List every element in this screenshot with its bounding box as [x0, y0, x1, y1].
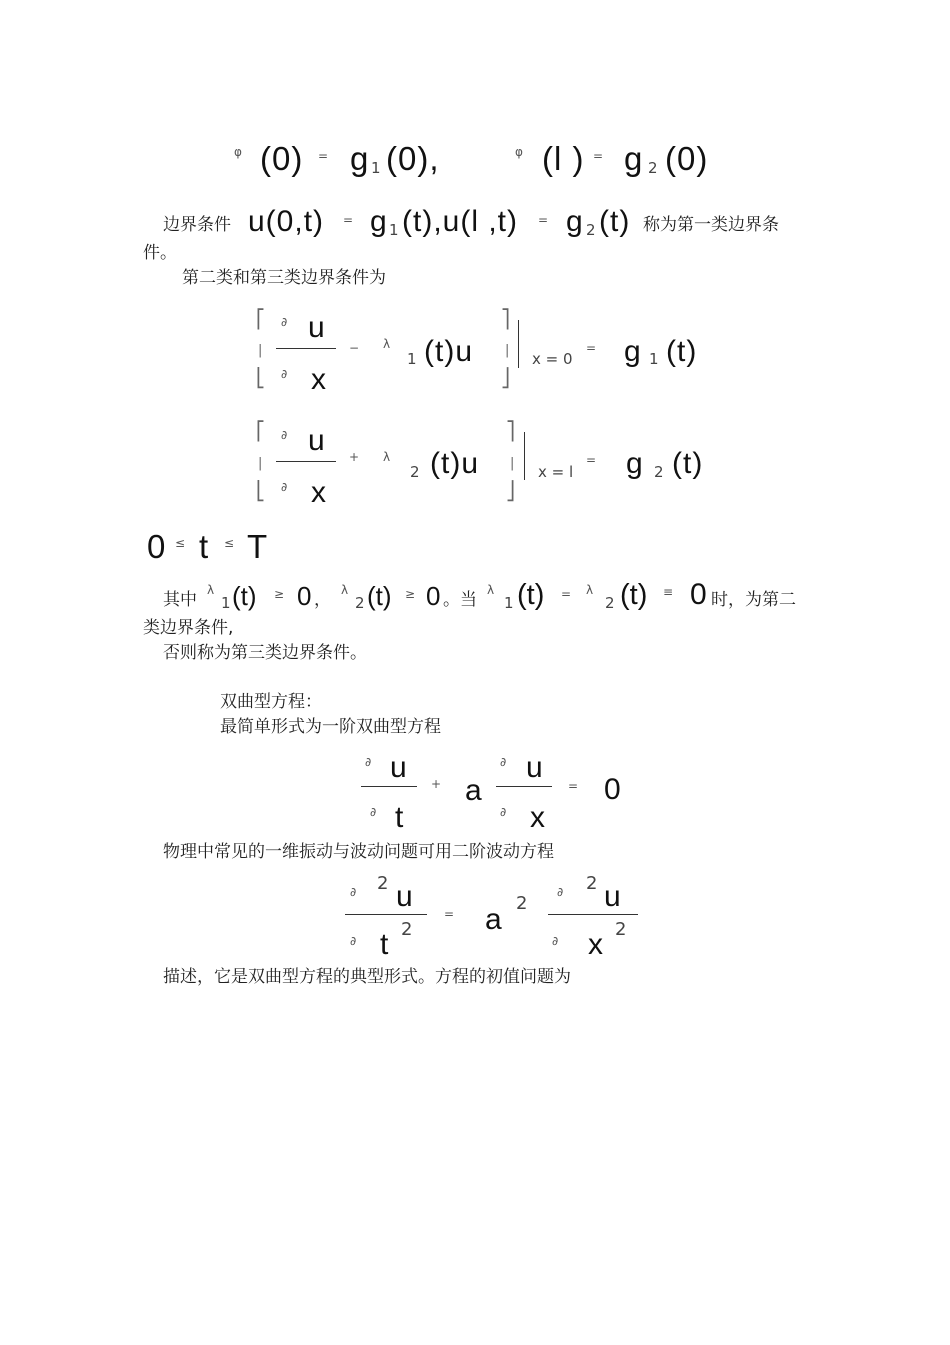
eq-term: 0 [604, 773, 622, 806]
eq-term: a [485, 903, 503, 936]
paragraph-first-order: 最简单形式为一阶双曲型方程 [220, 717, 441, 737]
bracket-right-top: ⎤ [506, 421, 515, 442]
fraction-bar [361, 786, 417, 787]
text: 件。 [143, 243, 177, 263]
eq-term: (t)u [430, 447, 479, 480]
numerator: u [526, 751, 544, 784]
eq-term: g [624, 335, 642, 368]
section-heading: 双曲型方程： [220, 692, 322, 712]
superscript: 2 [401, 919, 413, 940]
eq-term: (t) [232, 581, 257, 611]
eq-term: 0 [297, 581, 312, 611]
eq-term: g [624, 140, 644, 177]
partial-symbol: ∂ [350, 885, 357, 899]
lambda-symbol: λ [207, 583, 215, 597]
equals-sign: = [586, 341, 597, 355]
denominator: x [311, 476, 327, 509]
subscript: 2 [410, 463, 420, 481]
bracket-right-mid: | [505, 343, 510, 358]
denominator: t [380, 928, 390, 961]
superscript: 2 [377, 873, 389, 894]
lambda-symbol: λ [383, 337, 391, 351]
lambda-symbol: λ [383, 450, 391, 464]
subscript: 2 [355, 594, 365, 612]
numerator: u [390, 751, 408, 784]
text: 称为第一类边界条 [643, 215, 779, 235]
partial-symbol: ∂ [281, 480, 288, 494]
denominator: x [311, 363, 327, 396]
bracket-left-mid: | [258, 343, 263, 358]
partial-symbol: ∂ [500, 755, 507, 769]
eq-term: 0 [147, 528, 167, 565]
eq-term: t [199, 528, 210, 565]
equiv-sign: ≡ [663, 585, 674, 599]
le-sign: ≤ [175, 536, 186, 550]
lambda-symbol: λ [487, 583, 495, 597]
fraction-bar [276, 461, 336, 462]
equals-sign: = [561, 587, 572, 601]
partial-symbol: ∂ [557, 885, 564, 899]
subscript: 1 [389, 221, 399, 239]
text: 。当 [443, 590, 477, 610]
eq-term: (t) [517, 579, 545, 611]
subscript: 2 [586, 221, 596, 239]
fraction-bar [548, 914, 638, 915]
evaluation-point: x = l [538, 463, 574, 481]
eq-term: g [370, 205, 388, 238]
eq-term: g [566, 205, 584, 238]
paragraph-second-third: 第二类和第三类边界条件为 [182, 268, 386, 288]
partial-symbol: ∂ [350, 934, 357, 948]
bracket-left-bottom: ⎣ [256, 481, 265, 502]
phi-symbol: φ [515, 145, 523, 159]
bracket-left-top: ⎡ [256, 421, 265, 442]
equals-sign: = [593, 149, 604, 163]
subscript: 2 [648, 159, 658, 177]
subscript: 2 [605, 594, 615, 612]
eq-term: g [626, 447, 644, 480]
numerator: u [308, 424, 326, 457]
denominator: t [395, 801, 405, 834]
eq-term: (t) [620, 579, 648, 611]
evaluation-bar [524, 432, 525, 480]
evaluation-bar [518, 320, 519, 368]
partial-symbol: ∂ [281, 367, 288, 381]
numerator: u [308, 311, 326, 344]
text: 边界条件 [163, 215, 231, 235]
eq-term: (t),u(l ,t) [402, 205, 518, 238]
subscript: 1 [504, 594, 514, 612]
bracket-left-mid: | [258, 456, 263, 471]
superscript: 2 [615, 919, 627, 940]
eq-term: (t) [672, 447, 704, 480]
fraction-bar [496, 786, 552, 787]
eq-term: (l ) [542, 140, 585, 177]
eq-term: (t) [666, 335, 698, 368]
eq-term: a [465, 774, 483, 807]
bracket-right-bottom: ⎦ [506, 481, 515, 502]
eq-term: g [350, 140, 370, 177]
bracket-right-top: ⎤ [501, 309, 510, 330]
eq-term: (t) [367, 581, 392, 611]
equals-sign: = [538, 213, 549, 227]
eq-term: 0 [426, 581, 441, 611]
superscript: 2 [516, 893, 528, 914]
eq-term: (0) [665, 140, 709, 177]
eq-term: (t) [599, 205, 631, 238]
bracket-left-bottom: ⎣ [256, 368, 265, 389]
paragraph-third-kind: 否则称为第三类边界条件。 [163, 643, 367, 663]
le-sign: ≤ [224, 536, 235, 550]
equals-sign: = [586, 453, 597, 467]
subscript: 1 [221, 594, 231, 612]
ge-sign: ≥ [405, 587, 416, 601]
numerator: u [604, 880, 622, 913]
operator: − [349, 341, 360, 355]
subscript: 1 [407, 350, 417, 368]
lambda-symbol: λ [341, 583, 349, 597]
equals-sign: = [318, 149, 329, 163]
eq-term: (0), [386, 140, 440, 177]
fraction-bar [345, 914, 427, 915]
partial-symbol: ∂ [281, 315, 288, 329]
fraction-bar [276, 348, 336, 349]
eq-term: 0 [690, 578, 707, 611]
eq-term: u(0,t) [248, 205, 325, 238]
partial-symbol: ∂ [552, 934, 559, 948]
equals-sign: = [568, 779, 579, 793]
equals-sign: = [343, 213, 354, 227]
text: 类边界条件, [143, 618, 234, 638]
equals-sign: = [444, 907, 455, 921]
ge-sign: ≥ [274, 587, 285, 601]
text: 其中 [163, 590, 197, 610]
phi-symbol: φ [234, 145, 242, 159]
denominator: x [588, 928, 604, 961]
operator: + [349, 450, 360, 464]
subscript: 2 [654, 463, 664, 481]
partial-symbol: ∂ [365, 755, 372, 769]
partial-symbol: ∂ [281, 428, 288, 442]
evaluation-point: x = 0 [532, 350, 573, 368]
subscript: 1 [371, 159, 381, 177]
lambda-symbol: λ [586, 583, 594, 597]
denominator: x [530, 801, 546, 834]
paragraph-initial-value: 描述，它是双曲型方程的典型形式。方程的初值问题为 [163, 967, 571, 987]
paragraph-wave: 物理中常见的一维振动与波动问题可用二阶波动方程 [163, 842, 554, 862]
operator: + [431, 777, 442, 791]
bracket-right-mid: | [510, 456, 515, 471]
text: 时，为第二 [711, 590, 796, 610]
subscript: 1 [649, 350, 659, 368]
bracket-right-bottom: ⎦ [501, 368, 510, 389]
bracket-left-top: ⎡ [256, 309, 265, 330]
numerator: u [396, 880, 414, 913]
superscript: 2 [586, 873, 598, 894]
eq-term: (0) [260, 140, 304, 177]
text: ， [314, 590, 331, 610]
eq-term: T [247, 528, 269, 565]
eq-term: (t)u [424, 335, 473, 368]
partial-symbol: ∂ [370, 805, 377, 819]
partial-symbol: ∂ [500, 805, 507, 819]
